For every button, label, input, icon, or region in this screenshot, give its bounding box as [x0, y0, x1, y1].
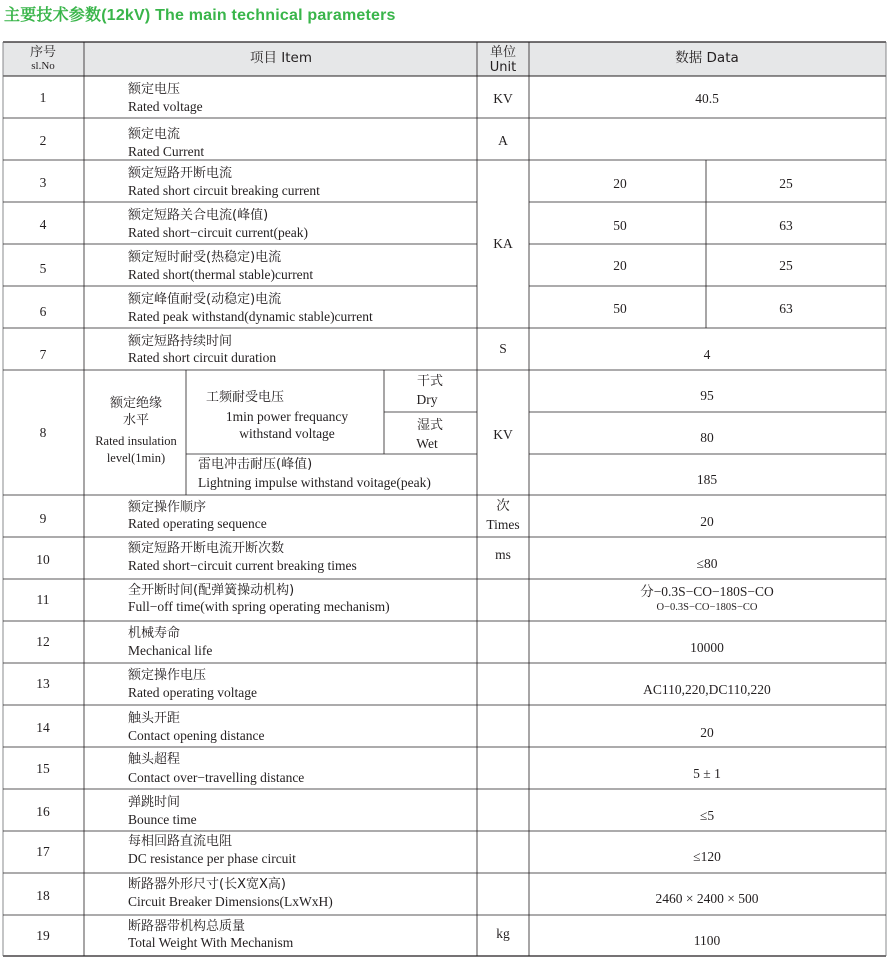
item-en: Contact opening distance: [128, 728, 265, 743]
item-zh: 额定短路开断电流: [128, 166, 233, 181]
item-en: Total Weight With Mechanism: [128, 935, 294, 950]
header-no-zh: 序号: [29, 45, 57, 60]
item-en: Rated short circuit breaking current: [128, 183, 320, 198]
unit-cell: A: [498, 133, 508, 148]
item-en: Mechanical life: [128, 643, 213, 658]
row-no: 3: [39, 175, 47, 190]
lightning-impulse-en: Lightning impulse withstand voitage(peak): [198, 475, 431, 490]
row-no: 12: [36, 634, 50, 649]
data-cell: AC110,220,DC110,220: [643, 682, 771, 697]
item-zh: 全开断时间(配弹簧操动机构): [128, 583, 295, 598]
unit-cell: kg: [496, 926, 510, 941]
unit-cell: KV: [493, 91, 513, 106]
header-item: 项目 Item: [249, 50, 313, 66]
item-en: Rated peak withstand(dynamic stable)current: [128, 309, 373, 324]
row-no: 11: [36, 592, 50, 607]
wet-zh: 湿式: [416, 418, 444, 433]
data-cell: ≤120: [693, 849, 721, 864]
item-zh: 额定电流: [128, 127, 181, 142]
item-zh: 触头开距: [128, 711, 181, 726]
item-en: DC resistance per phase circuit: [128, 851, 296, 866]
item-en: Rated short(thermal stable)current: [128, 267, 314, 282]
power-frequency-zh: 工频耐受电压: [206, 390, 285, 405]
insulation-label-en-1: Rated insulation: [95, 434, 177, 448]
header-unit-en: Unit: [489, 60, 517, 75]
data-cell: 5 ± 1: [693, 766, 721, 781]
data-cell-lightning: 185: [696, 472, 718, 487]
item-en: Rated Current: [128, 144, 205, 159]
row-no: 14: [36, 720, 50, 735]
unit-cell-zh: 次: [496, 498, 510, 514]
unit-cell-ka: KA: [493, 236, 513, 251]
row-no: 4: [39, 217, 47, 232]
item-zh: 额定短路关合电流(峰值): [128, 208, 269, 223]
data-cell-a: 20: [613, 258, 627, 273]
item-en: Full−off time(with spring operating mechanism): [128, 599, 390, 614]
header-no-en: sl.No: [31, 60, 55, 72]
data-cell: ≤5: [699, 808, 715, 823]
data-cell-wet: 80: [700, 430, 714, 445]
page-title: 主要技术参数(12kV) The main technical parameters: [4, 7, 396, 24]
row-no: 2: [39, 133, 47, 148]
item-zh: 触头超程: [128, 752, 181, 767]
data-cell: 4: [703, 347, 711, 362]
item-en: Rated short−circuit current(peak): [128, 225, 309, 240]
item-zh: 额定电压: [128, 82, 181, 97]
item-zh: 额定操作顺序: [128, 500, 207, 515]
row-no: 19: [36, 928, 50, 943]
header-unit-zh: 单位: [489, 45, 517, 60]
power-frequency-en-2: withstand voltage: [239, 426, 335, 441]
item-en: Rated short−circuit current breaking times: [128, 558, 357, 573]
row-no: 18: [36, 888, 50, 903]
data-cell-dry: 95: [700, 388, 714, 403]
table-header-background: [3, 42, 886, 76]
row-no: 17: [36, 844, 50, 859]
data-cell: 1100: [693, 933, 721, 948]
unit-cell: KV: [493, 427, 513, 442]
row-no: 15: [36, 761, 50, 776]
item-zh: 额定操作电压: [128, 668, 207, 683]
data-cell-b: 25: [779, 258, 793, 273]
item-zh: 额定峰值耐受(动稳定)电流: [128, 292, 282, 307]
row-no: 6: [39, 304, 47, 319]
data-cell: 40.5: [695, 91, 719, 106]
row-no: 5: [39, 261, 47, 276]
row-no: 13: [36, 676, 50, 691]
data-cell: ≤80: [696, 556, 718, 571]
item-en: Rated operating sequence: [128, 516, 267, 531]
unit-cell: ms: [495, 547, 511, 562]
header-data: 数据 Data: [675, 50, 739, 66]
item-en: Circuit Breaker Dimensions(LxWxH): [128, 894, 333, 909]
item-zh: 每相回路直流电阻: [128, 834, 233, 849]
data-cell: 20: [700, 514, 714, 529]
row-no: 8: [39, 425, 47, 440]
data-cell: 10000: [690, 640, 724, 655]
power-frequency-en-1: 1min power frequancy: [225, 409, 349, 424]
insulation-label-zh-1: 额定绝缘: [109, 396, 163, 411]
data-cell: 2460 × 2400 × 500: [655, 891, 759, 906]
dry-en: Dry: [416, 392, 438, 407]
insulation-label-zh-2: 水平: [122, 413, 150, 428]
item-zh: 额定短时耐受(热稳定)电流: [128, 250, 282, 265]
item-en: Bounce time: [128, 812, 197, 827]
item-zh: 额定短路持续时间: [128, 334, 233, 349]
item-zh: 断路器外形尺寸(长X宽X高): [128, 877, 286, 892]
row-no: 16: [36, 804, 50, 819]
row-no: 1: [39, 90, 47, 105]
data-cell-a: 50: [613, 218, 627, 233]
data-cell-sub: O−0.3S−CO−180S−CO: [656, 602, 758, 613]
row-no: 10: [36, 552, 50, 567]
lightning-impulse-zh: 雷电冲击耐压(峰值): [198, 457, 313, 472]
item-zh: 机械寿命: [128, 626, 181, 641]
unit-cell: S: [499, 341, 507, 356]
data-cell: 20: [700, 725, 714, 740]
row-no: 7: [39, 347, 47, 362]
data-cell-b: 63: [779, 301, 793, 316]
data-cell-b: 25: [779, 176, 793, 191]
wet-en: Wet: [416, 436, 438, 451]
item-en: Contact over−travelling distance: [128, 770, 305, 785]
item-en: Rated voltage: [128, 99, 203, 114]
dry-zh: 干式: [416, 374, 444, 389]
item-en: Rated short circuit duration: [128, 350, 277, 365]
data-cell-b: 63: [779, 218, 793, 233]
item-zh: 额定短路开断电流开断次数: [128, 541, 285, 556]
item-en: Rated operating voltage: [128, 685, 257, 700]
row-no: 9: [39, 511, 47, 526]
data-cell-a: 50: [613, 301, 627, 316]
data-cell-a: 20: [613, 176, 627, 191]
data-cell: 分−0.3S−CO−180S−CO: [640, 584, 774, 599]
unit-cell-en: Times: [486, 517, 520, 532]
item-zh: 弹跳时间: [128, 795, 181, 810]
insulation-label-en-2: level(1min): [106, 451, 166, 465]
item-zh: 断路器带机构总质量: [128, 919, 246, 934]
